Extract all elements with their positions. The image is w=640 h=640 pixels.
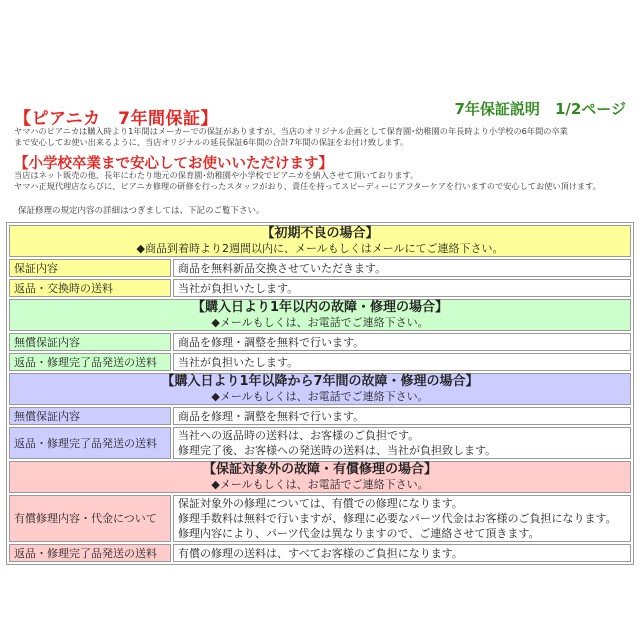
row-label: 返品・交換時の送料 (9, 279, 171, 297)
table-row (9, 353, 631, 371)
section-header-seven-years (9, 373, 631, 405)
section-contact-note: ◆商品到着時より2週間以内に、メールもしくはメールにてご連絡下さい。 (136, 242, 504, 255)
section-header-initial-defect (9, 225, 631, 257)
store-description (14, 170, 630, 192)
row-value: 商品を修理・調整を無料で行います。 (173, 333, 631, 351)
table-row (9, 333, 631, 351)
section-header-paid-repair (9, 461, 631, 493)
section-contact-note: ◆メールもしくは、お電話でご連絡下さい。 (211, 316, 429, 329)
section-contact-note: ◆メールもしくは、お電話でご連絡下さい。 (211, 390, 429, 403)
row-value (173, 495, 631, 542)
details-note: 保証修理の規定内容の詳細はつぎましては、下記のご覧下さい。 (18, 206, 265, 216)
row-value: 当社が負担いたします。 (173, 279, 631, 297)
row-value (173, 427, 631, 459)
row-label: 有償修理内容・代金について (9, 495, 171, 542)
section-header-first-year (9, 299, 631, 331)
section-title: 【購入日より1年以内の故障・修理の場合】 (191, 300, 449, 315)
section-contact-note: ◆メールもしくは、お電話でご連絡下さい。 (211, 478, 429, 491)
page-title: 【ピアニカ 7年間保証】 (14, 109, 218, 129)
section-header-cell (9, 461, 631, 493)
intro-line: まで安心してお使い出来るように、当店オリジナルの延長保証6年間の合計7年間の保証をお付け致します。 (14, 137, 409, 147)
store-description-line: 当店はネット販売の他、長年にわたり地元の保育園･幼稚園や小学校でピアニカを納入させて頂いております。 (14, 170, 419, 180)
section-header-cell (9, 299, 631, 331)
section-header-cell (9, 225, 631, 257)
row-value-line: 修理手数料は無料で行いますが、修理に必要なパーツ代金はお客様のご負担になります。 (178, 512, 617, 525)
row-value: 商品を無料新品交換させていただきます。 (173, 259, 631, 277)
row-value: 商品を修理・調整を無料で行います。 (173, 407, 631, 425)
table-row (9, 495, 631, 542)
section-title: 【保証対象外の故障・有償修理の場合】 (202, 462, 437, 477)
section-header-cell (9, 373, 631, 405)
intro-line: ヤマハのピアニカは購入時より1年間はメーカーでの保証がありますが、当店のオリジナル企画として保育園･幼稚園の年長時より小学校の6年間の卒業 (14, 126, 568, 136)
table-row (9, 279, 631, 297)
row-value: 有償の修理の送料は、すべてお客様のご負担になります。 (173, 544, 631, 562)
table-row (9, 544, 631, 562)
row-value-line: 当社への返品時の送料は、お客様のご負担です。 (178, 429, 420, 442)
page-number-note: 7年保証説明 1/2ページ (454, 100, 626, 118)
section-title: 【購入日より1年以降から7年間の故障・修理の場合】 (161, 374, 479, 389)
row-value-line: 修理完了後、お客様への発送時の送料は、当社が負担致します。 (178, 444, 497, 457)
section-subtitle: 【小学校卒業まで安心してお使いいただけます】 (14, 156, 333, 172)
row-value-line: 保証対象外の修理については、有償での修理になります。 (178, 497, 463, 510)
row-value: 当社が負担いたします。 (173, 353, 631, 371)
row-label: 返品・修理完了品発送の送料 (9, 353, 171, 371)
row-label: 無償保証内容 (9, 407, 171, 425)
row-label: 無償保証内容 (9, 333, 171, 351)
store-description-line: ヤマハ正規代理店ならびに、ピアニカ修理の研修を行ったスタッフがおり、責任を持ってスピーディーにアフターケアを行いますので安心してお使い頂けます。 (14, 181, 601, 191)
section-title: 【初期不良の場合】 (261, 226, 379, 241)
row-label: 返品・修理完了品発送の送料 (9, 427, 171, 459)
intro-text (14, 126, 630, 148)
table-row (9, 427, 631, 459)
table-row (9, 407, 631, 425)
row-label: 返品・修理完了品発送の送料 (9, 544, 171, 562)
warranty-table (6, 222, 634, 565)
row-value-line: 修理内容により、パーツ代金は異なりますので、ご連絡させて頂きます。 (178, 527, 540, 540)
table-row (9, 259, 631, 277)
row-label: 保証内容 (9, 259, 171, 277)
